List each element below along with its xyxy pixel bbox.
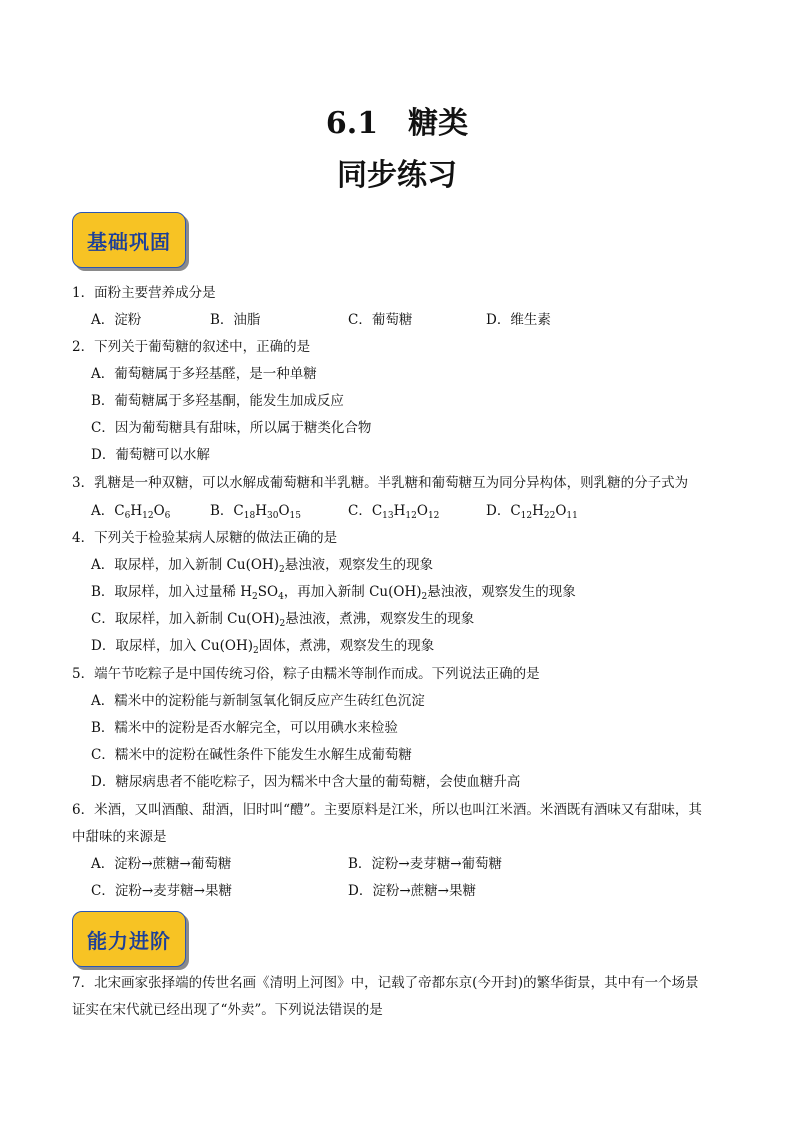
question-1-option-a: A．淀粉 <box>91 312 142 328</box>
question-5-option-a: A．糯米中的淀粉能与新制氢氧化铜反应产生砖红色沉淀 <box>91 693 425 709</box>
question-3-option-c: C．$C_{13}H_{12}O_{12}$ <box>348 503 440 521</box>
page-title: 6.1 糖类 <box>325 106 469 141</box>
question-1-stem: 1．面粉主要营养成分是 <box>72 285 216 301</box>
question-5-option-c: C．糯米中的淀粉在碱性条件下能发生水解生成葡萄糖 <box>91 747 412 763</box>
question-6-option-a: A．淀粉→蔗糖→葡萄糖 <box>91 856 232 872</box>
question-4-option-b: B．取尿样，加入过量稀 $H_2SO_4$，再加入新制 $Cu(OH)_2$悬浊液，观察发生的现象 <box>91 584 576 602</box>
question-6-stem-line2: 中甜味的来源是 <box>72 829 167 845</box>
question-6-option-c: C．淀粉→麦芽糖→果糖 <box>91 883 232 899</box>
question-3-option-a: A．$C_6H_{12}O_6$ <box>91 503 171 521</box>
question-5-option-b: B．糯米中的淀粉是否水解完全，可以用碘水来检验 <box>91 720 398 736</box>
question-7-stem-line2: 证实在宋代就已经出现了“外卖”。下列说法错误的是 <box>72 1002 383 1018</box>
question-6-option-b: B．淀粉→麦芽糖→葡萄糖 <box>348 856 503 872</box>
question-6-stem-line1: 6．米酒，又叫酒酿、甜酒，旧时叫“醴”。主要原料是江米，所以也叫江米酒。米酒既有酒味又有甜味，其 <box>72 802 702 818</box>
section-badge-basic: 基础巩固 <box>72 212 186 268</box>
question-5-stem: 5．端午节吃粽子是中国传统习俗，粽子由糯米等制作而成。下列说法正确的是 <box>72 666 540 682</box>
question-2-option-c: C．因为葡萄糖具有甜味，所以属于糖类化合物 <box>91 420 372 436</box>
page-subtitle: 同步练习 <box>337 158 457 193</box>
question-6-option-d: D．淀粉→蔗糖→果糖 <box>348 883 476 899</box>
question-4-option-c: C．取尿样，加入新制 $Cu(OH)_2$悬浊液，煮沸，观察发生的现象 <box>91 611 475 629</box>
question-2-option-d: D．葡萄糖可以水解 <box>91 447 210 463</box>
question-7-stem-line1: 7．北宋画家张择端的传世名画《清明上河图》中，记载了帝都东京(今开封)的繁华街景，其中有一个场景 <box>72 975 699 991</box>
question-4-option-d: D．取尿样，加入 $Cu(OH)_2$固体，煮沸，观察发生的现象 <box>91 638 435 656</box>
question-2-stem: 2．下列关于葡萄糖的叙述中，正确的是 <box>72 339 311 355</box>
question-3-option-d: D．$C_{12}H_{22}O_{11}$ <box>486 503 578 521</box>
question-2-option-a: A．葡萄糖属于多羟基醛，是一种单糖 <box>91 366 317 382</box>
question-4-stem: 4．下列关于检验某病人尿糖的做法正确的是 <box>72 530 338 546</box>
question-3-stem: 3．乳糖是一种双糖，可以水解成葡萄糖和半乳糖。半乳糖和葡萄糖互为同分异构体，则乳糖的分子式为 <box>72 475 689 491</box>
question-1-option-b: B．油脂 <box>210 312 261 328</box>
question-4-option-a: A．取尿样，加入新制 $Cu(OH)_2$悬浊液，观察发生的现象 <box>91 557 434 575</box>
question-1-option-c: C．葡萄糖 <box>348 312 413 328</box>
question-3-option-b: B．$C_{18}H_{30}O_{15}$ <box>210 503 301 521</box>
question-1-option-d: D．维生素 <box>486 312 551 328</box>
section-badge-advanced: 能力进阶 <box>72 911 186 967</box>
question-2-option-b: B．葡萄糖属于多羟基酮，能发生加成反应 <box>91 393 344 409</box>
question-5-option-d: D．糖尿病患者不能吃粽子，因为糯米中含大量的葡萄糖，会使血糖升高 <box>91 774 521 790</box>
